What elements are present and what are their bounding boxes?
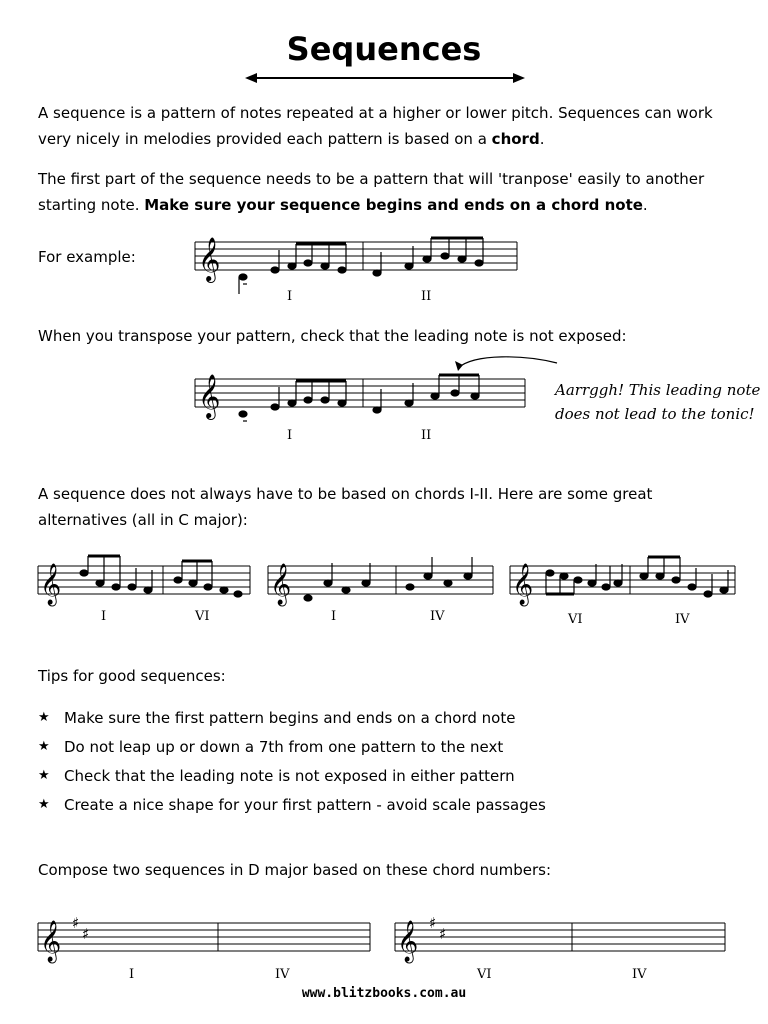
tip-text: Create a nice shape for your first pattern - avoid scale passages [64, 795, 546, 814]
tips-heading: Tips for good sequences: [38, 667, 226, 685]
example-staff [195, 232, 520, 287]
tip-item [38, 790, 546, 819]
alt2-chord-2: IV [430, 609, 445, 624]
page-title: Sequences [286, 30, 482, 68]
intro-paragraph-2 [38, 166, 738, 218]
leading-note-annotation [555, 378, 760, 426]
tip-text: Do not leap up or down a 7th from one pattern to the next [64, 737, 504, 756]
tip-item [38, 761, 546, 790]
star-icon: ★ [38, 768, 50, 783]
intro-paragraph-1 [38, 100, 738, 152]
exercise-staff-2 [395, 915, 730, 965]
sharp-icon: ♯ [82, 925, 90, 943]
transpose-chord-2: II [421, 428, 432, 443]
tip-item [38, 703, 546, 732]
footer-url[interactable]: www.blitzbooks.com.au [301, 986, 467, 1001]
example-chord-1: I [287, 289, 293, 304]
transpose-chord-1: I [287, 428, 293, 443]
annotation-line-2: does not lead to the tonic! [555, 405, 755, 423]
alt3-chord-1: VI [568, 612, 583, 627]
alt1-chord-2: VI [195, 609, 210, 624]
intro-bold-1: chord [491, 130, 540, 148]
intro-bold-2: Make sure your sequence begins and ends on a chord note [144, 196, 643, 214]
treble-clef-icon: 𝄞 [198, 237, 221, 281]
star-icon: ★ [38, 710, 50, 725]
exercise1-chord-1: I [129, 967, 135, 982]
exercise2-chord-2: IV [632, 967, 647, 982]
sharp-icon: ♯ [72, 914, 80, 932]
annotation-line-1: Aarrggh! This leading note [555, 381, 761, 399]
treble-clef-icon: 𝄞 [40, 564, 62, 605]
transpose-staff [195, 365, 535, 425]
alternatives-text: A sequence does not always have to be based on chords I-II. Here are some great alternatives (all in C major): [38, 485, 653, 529]
intro-end-1: . [539, 130, 545, 148]
treble-clef-icon: 𝄞 [270, 564, 292, 605]
intro-text-2: The first part of the sequence needs to be a pattern that will 'tranpose' easily to another starting note. [38, 170, 705, 214]
sharp-icon: ♯ [429, 914, 437, 932]
treble-clef-icon: 𝄞 [397, 921, 419, 962]
star-icon: ★ [38, 797, 50, 812]
exercise-text: Compose two sequences in D major based on these chord numbers: [38, 861, 552, 879]
exercise2-chord-1: VI [477, 967, 492, 982]
sharp-icon: ♯ [439, 925, 447, 943]
tips-list [38, 703, 546, 819]
alternatives-staff-3 [510, 558, 740, 608]
treble-clef-icon: 𝄞 [40, 921, 62, 962]
alternatives-staff-1 [38, 558, 253, 608]
title-double-arrow [245, 70, 525, 86]
example-label: For example: [38, 248, 136, 266]
intro-end-2: . [642, 196, 648, 214]
tip-item [38, 732, 546, 761]
alt2-chord-1: I [331, 609, 337, 624]
exercise1-chord-2: IV [275, 967, 290, 982]
star-icon: ★ [38, 739, 50, 754]
tip-text: Check that the leading note is not exposed in either pattern [64, 766, 515, 785]
treble-clef-icon: 𝄞 [198, 374, 221, 418]
tip-text: Make sure the first pattern begins and ends on a chord note [64, 708, 516, 727]
alternatives-staff-2 [268, 558, 498, 608]
alt3-chord-2: IV [675, 612, 690, 627]
transpose-text: When you transpose your pattern, check that the leading note is not exposed: [38, 327, 627, 345]
exercise-staff-1 [38, 915, 373, 965]
intro-text-1: A sequence is a pattern of notes repeated at a higher or lower pitch. Sequences can work very nicely in melodies provided each pattern is based on a [38, 104, 713, 148]
alt1-chord-1: I [101, 609, 107, 624]
example-chord-2: II [421, 289, 432, 304]
treble-clef-icon: 𝄞 [512, 564, 534, 605]
